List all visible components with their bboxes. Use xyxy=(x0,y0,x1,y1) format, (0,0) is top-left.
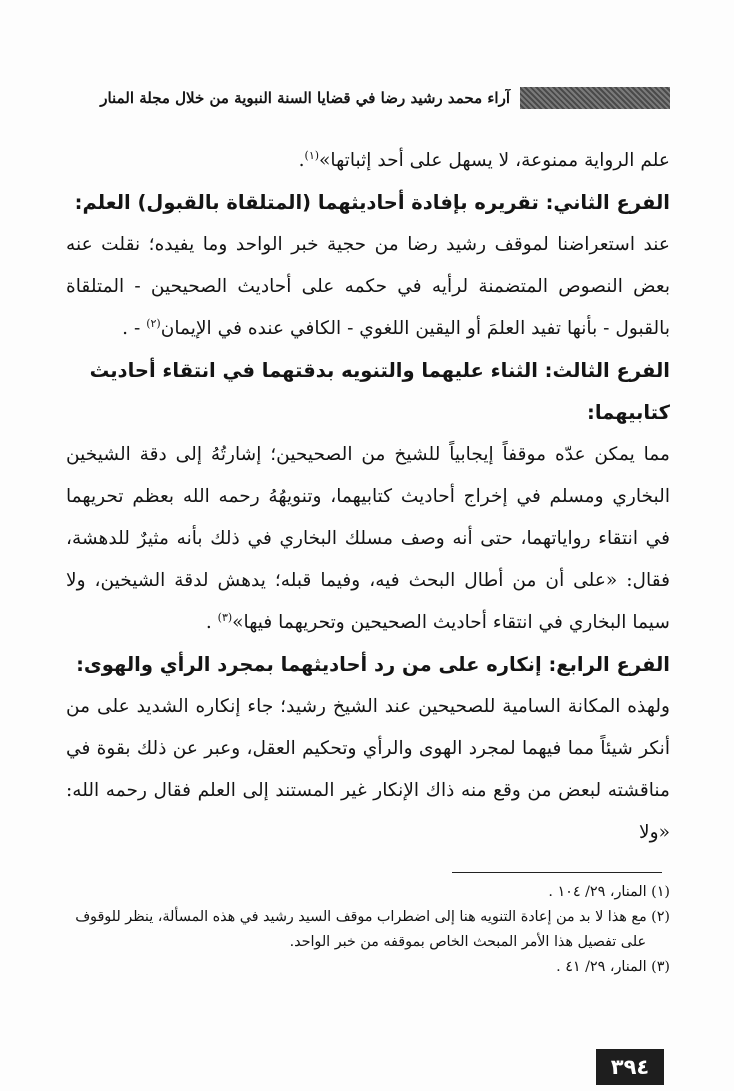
paragraph-1-text: علم الرواية ممنوعة، لا يسهل على أحد إثباتها» xyxy=(319,150,670,171)
footnotes xyxy=(66,880,670,980)
heading-fourth-branch: الفرع الرابع: إنكاره على من رد أحاديثهما بمجرد الرأي والهوى: xyxy=(76,653,670,676)
footnote-separator xyxy=(452,872,662,873)
paragraph-1-end: . xyxy=(298,150,305,171)
paragraph-3-end: . xyxy=(205,612,218,633)
footnote-3: (٣) المنار، ٢٩/ ٤١ . xyxy=(556,959,670,975)
heading-second-branch: الفرع الثاني: تقريره بإفادة أحاديثهما (المتلقاة بالقبول) العلم: xyxy=(74,191,670,214)
paragraph-2-end: - . xyxy=(122,318,147,339)
footnote-2: (٢) مع هذا لا بد من إعادة التنويه هنا إلى اضطراب موقف السيد رشيد في هذه المسألة، ينظر للوقوف xyxy=(75,909,670,925)
header-decorative-bar xyxy=(520,87,670,109)
paragraph-3-text: مما يمكن عدّه موقفاً إيجابياً للشيخ من الصحيحين؛ إشارتُهُ إلى دقة الشيخين البخاري ومسلم في إخراج أحاديث كتابيهما، وتنويهُهُ رحمه الله بعظم تحريهما في انتقاء رواياتهما، حتى أنه وصف مسلك البخاري في ذلك بأنه مثيرٌ للدهشة، فقال: «على أن من أطال البحث فيه، وفيما قبله؛ يدهش لدقة الشيخين، ولا سيما البخاري في انتقاء أحاديث الصحيحين وتحريهما فيها» xyxy=(66,444,670,633)
running-header xyxy=(66,83,670,113)
paragraph-1 xyxy=(66,140,670,182)
paragraph-2 xyxy=(66,224,670,350)
paragraph-4: ولهذه المكانة السامية للصحيحين عند الشيخ رشيد؛ جاء إنكاره الشديد على من أنكر شيئاً مما فيهما لمجرد الهوى والرأي وتحكيم العقل، وعبر عن ذلك بقوة في مناقشته لبعض من وقع منه ذاك الإنكار غير المستند إلى العلم فقال رحمه الله: «ولا xyxy=(66,696,670,843)
footnote-2-continuation: على تفصيل هذا الأمر المبحث الخاص بموقفه من خبر الواحد. xyxy=(289,934,646,950)
page-number: ٣٩٤ xyxy=(596,1049,664,1085)
heading-third-branch: الفرع الثالث: الثناء عليهما والتنويه بدقتهما في انتقاء أحاديث كتابيهما: xyxy=(89,359,670,424)
footnote-ref-1[interactable]: (١) xyxy=(304,148,320,162)
main-text xyxy=(66,140,670,854)
footnote-1: (١) المنار، ٢٩/ ١٠٤ . xyxy=(548,884,670,900)
paragraph-3 xyxy=(66,434,670,644)
footnote-ref-3[interactable]: (٣) xyxy=(217,610,233,624)
running-header-title: آراء محمد رشيد رضا في قضايا السنة النبوية من خلال مجلة المنار xyxy=(100,89,510,107)
paragraph-2-text: عند استعراضنا لموقف رشيد رضا من حجية خبر الواحد وما يفيده؛ نقلت عنه بعض النصوص المتضمنة لرأيه في حكمه على أحاديث الصحيحين - المتلقاة بالقبول - بأنها تفيد العلمَ أو اليقين اللغوي - الكافي عنده في الإيمان xyxy=(66,234,670,339)
footnote-ref-2[interactable]: (٢) xyxy=(146,316,161,330)
